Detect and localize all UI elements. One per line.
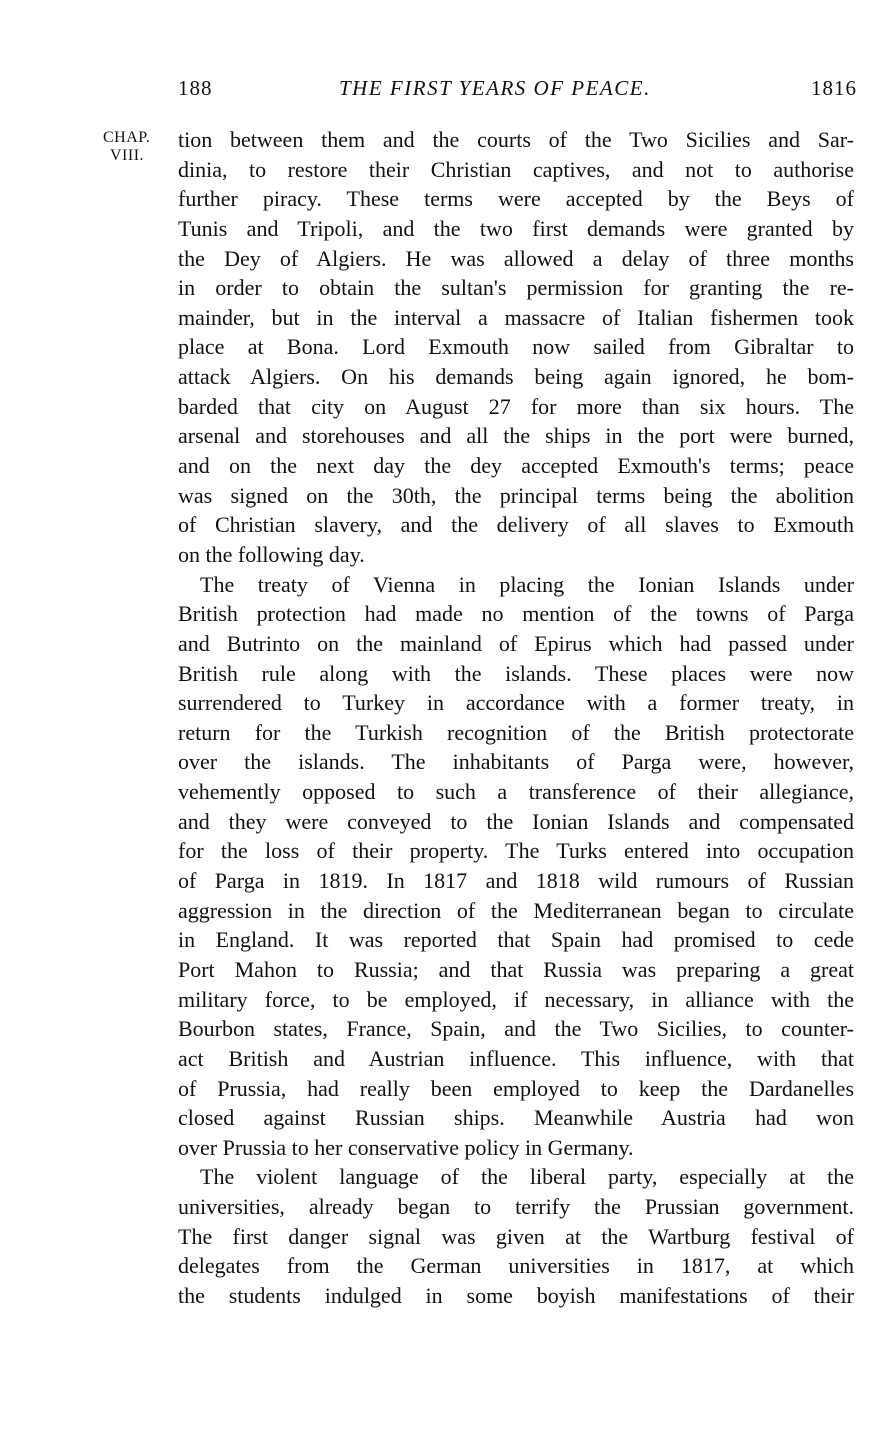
text-line: was signed on the 30th, the principal terms being the abolition: [178, 482, 854, 508]
text-line: closed against Russian ships. Meanwhile Austria had won: [178, 1105, 854, 1131]
text-line: The first danger signal was given at the Wartburg festival of: [178, 1223, 854, 1249]
text-line: for the loss of their property. The Turks entered into occupation: [178, 838, 854, 864]
text-line: arsenal and storehouses and all the ships in the port were burned,: [178, 423, 854, 449]
text-line: British rule along with the islands. These places were now: [178, 660, 854, 686]
text-line: return for the Turkish recognition of the British protectorate: [178, 719, 854, 745]
text-line: the students indulged in some boyish manifestations of their: [178, 1282, 854, 1308]
text-line: tion between them and the courts of the Two Sicilies and Sar-: [178, 127, 854, 152]
chapter-margin-note: [103, 129, 167, 165]
running-title: THE FIRST YEARS OF PEACE.: [339, 76, 651, 100]
running-year: 1816: [811, 76, 857, 100]
text-line: of Parga in 1819. In 1817 and 1818 wild rumours of Russian: [178, 868, 854, 894]
text-line: of Prussia, had really been employed to keep the Dardanelles: [178, 1075, 854, 1101]
text-line: attack Algiers. On his demands being again ignored, he bom-: [178, 364, 854, 390]
text-line: in order to obtain the sultan's permission for granting the re-: [178, 275, 854, 301]
text-line: over the islands. The inhabitants of Parga were, however,: [178, 749, 854, 775]
text-line: of Christian slavery, and the delivery of all slaves to Exmouth: [178, 512, 854, 538]
text-line: Tunis and Tripoli, and the two first demands were granted by: [178, 215, 854, 241]
text-line: Bourbon states, France, Spain, and the Two Sicilies, to counter-: [178, 1016, 854, 1042]
text-line: mainder, but in the interval a massacre of Italian fishermen took: [178, 304, 854, 330]
running-head: [0, 0, 890, 120]
text-line: over Prussia to her conservative policy in Germany.: [178, 1134, 634, 1160]
text-line: and Butrinto on the mainland of Epirus which had passed under: [178, 630, 854, 656]
text-line: vehemently opposed to such a transference of their allegiance,: [178, 779, 854, 805]
text-line: British protection had made no mention of the towns of Parga: [178, 601, 854, 627]
text-line: military force, to be employed, if necessary, in alliance with the: [178, 986, 854, 1012]
text-line: the Dey of Algiers. He was allowed a delay of three months: [178, 245, 854, 271]
text-line: and on the next day the dey accepted Exmouth's terms; peace: [178, 453, 854, 479]
chapter-number: VIII.: [110, 147, 145, 164]
text-line: act British and Austrian influence. This influence, with that: [178, 1045, 854, 1071]
text-line: place at Bona. Lord Exmouth now sailed from Gibraltar to: [178, 334, 854, 360]
page-number: 188: [178, 76, 213, 100]
text-line: further piracy. These terms were accepted by the Beys of: [178, 186, 854, 212]
text-line: and they were conveyed to the Ionian Islands and compensated: [178, 808, 854, 834]
text-line: barded that city on August 27 for more than six hours. The: [178, 393, 854, 419]
paragraph-start-line: The violent language of the liberal party, especially at the: [200, 1164, 854, 1190]
text-line: dinia, to restore their Christian captives, and not to authorise: [178, 156, 854, 182]
text-line: universities, already began to terrify the Prussian government.: [178, 1194, 854, 1220]
text-line: aggression in the direction of the Mediterranean began to circulate: [178, 897, 854, 923]
chapter-label: CHAP.: [103, 129, 151, 146]
text-line: on the following day.: [178, 541, 365, 567]
text-line: Port Mahon to Russia; and that Russia was preparing a great: [178, 956, 854, 982]
text-line: in England. It was reported that Spain had promised to cede: [178, 927, 854, 953]
paragraph-start-line: The treaty of Vienna in placing the Ionian Islands under: [200, 571, 854, 597]
text-line: surrendered to Turkey in accordance with a former treaty, in: [178, 690, 854, 716]
text-line: delegates from the German universities in 1817, at which: [178, 1253, 854, 1279]
body-text: [178, 125, 854, 1311]
